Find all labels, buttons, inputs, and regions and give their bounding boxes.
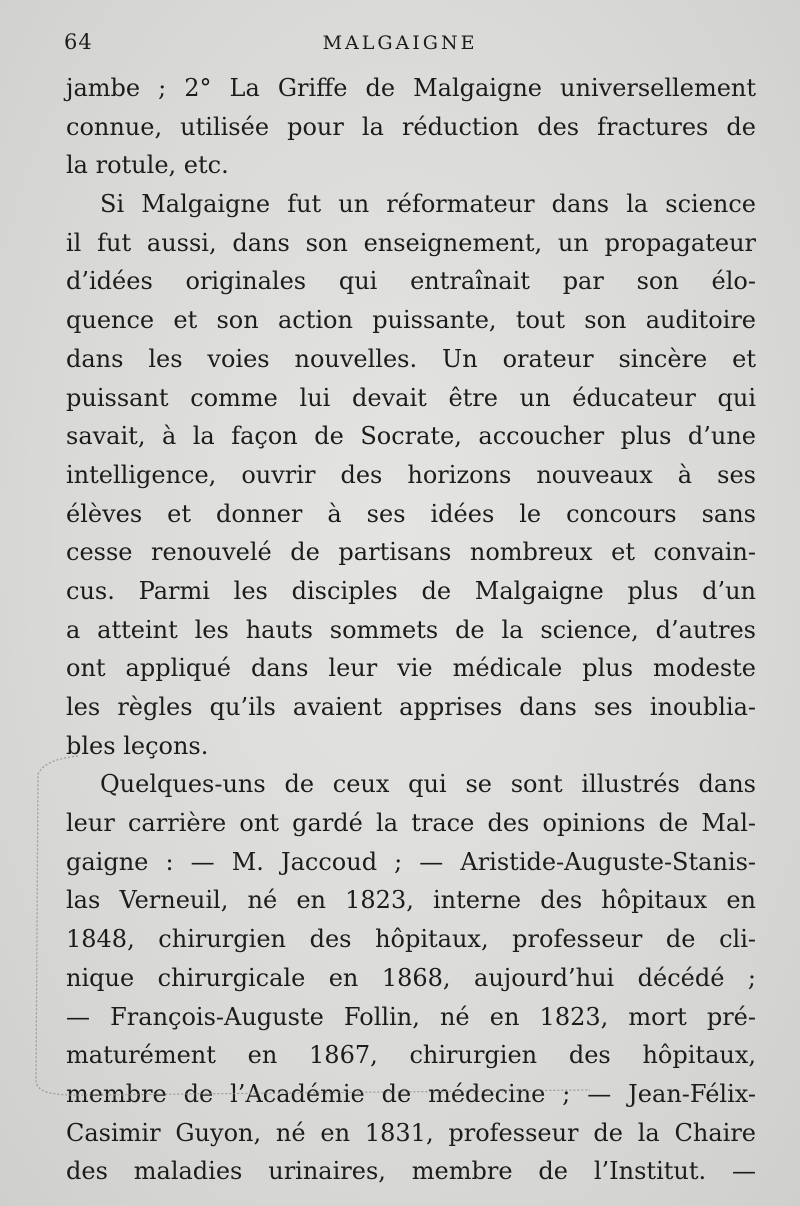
text-line: nique chirurgicale en 1868, aujourd’hui décédé ;: [66, 963, 756, 992]
text-line: bles leçons.: [66, 731, 209, 760]
text-line: la rotule, etc.: [66, 151, 229, 180]
text-line: Casimir Guyon, né en 1831, professeur de la Chaire: [66, 1118, 756, 1147]
text-line: las Verneuil, né en 1823, interne des hôpitaux en: [66, 886, 756, 915]
text-line: Quelques-uns de ceux qui se sont illustrés dans: [100, 770, 756, 799]
text-line: leur carrière ont gardé la trace des opinions de Mal-: [66, 809, 756, 838]
body-text: [66, 69, 756, 1191]
text-line: ont appliqué dans leur vie médicale plus modeste: [66, 654, 756, 683]
text-line: quence et son action puissante, tout son auditoire: [66, 306, 756, 335]
text-line: des maladies urinaires, membre de l’Institut. —: [66, 1157, 756, 1186]
running-head: MALGAIGNE: [322, 32, 478, 54]
text-line: puissant comme lui devait être un éducateur qui: [66, 383, 756, 412]
text-line: d’idées originales qui entraînait par son élo-: [66, 267, 756, 296]
text-line: intelligence, ouvrir des horizons nouveaux à ses: [66, 460, 756, 489]
text-line: dans les voies nouvelles. Un orateur sincère et: [66, 344, 756, 373]
text-line: maturément en 1867, chirurgien des hôpitaux,: [66, 1041, 756, 1070]
text-line: cesse renouvelé de partisans nombreux et convain-: [66, 538, 756, 567]
text-line: élèves et donner à ses idées le concours sans: [66, 499, 756, 528]
text-line: membre de l’Académie de médecine ; — Jean-Félix-: [66, 1079, 756, 1108]
text-line: gaigne : — M. Jaccoud ; — Aristide-Auguste-Stanis-: [66, 847, 756, 876]
text-line: Si Malgaigne fut un réformateur dans la science: [100, 190, 756, 219]
text-line: les règles qu’ils avaient apprises dans ses inoublia-: [66, 693, 756, 721]
text-line: — François-Auguste Follin, né en 1823, mort pré-: [66, 1002, 756, 1031]
text-line: il fut aussi, dans son enseignement, un propagateur: [66, 228, 756, 257]
text-line: connue, utilisée pour la réduction des fractures de: [66, 112, 756, 141]
page-number: 64: [64, 30, 93, 54]
text-line: savait, à la façon de Socrate, accoucher plus d’une: [66, 422, 756, 451]
text-line: cus. Parmi les disciples de Malgaigne plus d’un: [66, 576, 756, 605]
text-line: jambe ; 2° La Griffe de Malgaigne universellement: [66, 74, 756, 102]
text-line: a atteint les hauts sommets de la science, d’autres: [66, 615, 756, 644]
text-line: 1848, chirurgien des hôpitaux, professeur de cli-: [66, 925, 756, 954]
page-header: [0, 30, 800, 64]
